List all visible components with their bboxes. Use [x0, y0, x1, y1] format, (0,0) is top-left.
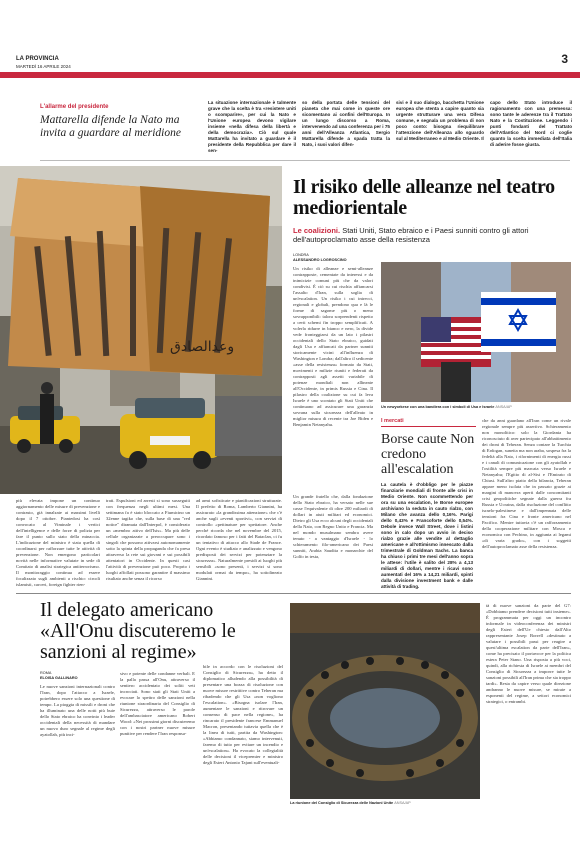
page-number: 3: [561, 52, 568, 66]
masthead: [16, 56, 71, 70]
issue-date: MARTEDÌ 16 APRILE 2024: [16, 64, 71, 69]
markets-rule: [381, 426, 476, 427]
un-photo-caption: [290, 801, 480, 805]
subhead-text: Stati Uniti, Stato ebraico e i Paesi sunniti contro gli attori dell'autoproclamato asse della resistenza: [293, 226, 529, 244]
byline-author: ALESSANDRO LOGROSCINO: [293, 258, 347, 262]
bottom-headline: Il delegato americano «All'Onu discuteremo le sanzioni al regime»: [40, 599, 236, 663]
bottom-byline-city: ROMA: [40, 671, 52, 675]
main-col-b: Un grande fratello che, dalla fondazione dello Stato ebraico, ha versato nelle sue casse l'equivalente di oltre 200 miliardi di dollari in aiuti militari ed economici. Dietro gli Usa ecco alcuni degli occidentali della Nato, con Regno Unito e Francia. Ma nel mondo musulmano sembra avere tenuto - a vantaggio d'Israele - lo schieramento filo-americano dei Paesi sunniti, Arabia Saudita e monarchie del Golfo in testa,: [293, 494, 373, 559]
header-rule: [0, 72, 580, 78]
tehran-street-photo: [0, 166, 282, 494]
un-caption-credit: ANSA/AP: [394, 801, 411, 805]
bottom-col-2: sivo e potente delle condanne verbali. E la palla passa all'Onu, attraverso il sentiero accidentato dei soliti veti incrociati. Sono stati gli Stati Uniti a evocare lo spettro delle sanzioni nella riunione straordinaria del Consiglio di Sicurezza, attraverso le parole dell'ambasciatore americano Robert Wood: «Nei prossimi giorni discuteremo con i nostri partner nuove misure punitive per rendere l'Iran responsa-: [120, 671, 195, 736]
main-subheadline: [293, 226, 571, 244]
right-col: che da anni guardano all'Iran come un rivale regionale sempre più assertivo. Schieramento non monolitico: solo la Giordania ha riconosciuto di aver partecipato all'abbattimento dei droni di Teheran. Senza contare la Turchia di Erdogan, suneita ma non araba, sospesa fra la fedeltà alla Nato, i rifornimenti di energia russi e i canali di comunicazione con gli ayatollah e l'ostilità sempre più marcata verso Israele e Netanyahu; l'Egitto di al-Sisi e l'Emirato di Chiusi. Sull'altro piatto della bilancia, Teheran appare meno isolata che in passato grazie ai margini di manovra aperti dalle concomitanti crisi geopolitiche segnate dalla guerra fra Russia e Ucraina, dalla risoluzione del conflitto israelo-palestinese e dall'impennata delle tensioni fra Cina e fronte americano nel Pacifico. Mentre tuttavia c'è un rafforzamento della cooperazione militare con Mosca e economica con Pechino, in aggiunta ai legami «di varia grado», con i soggetti dell'autoproclamato asse della resistenza.: [482, 418, 571, 549]
byline-city: LONDRA: [293, 253, 309, 257]
top-col-1: La situazione internazionale è talmente grave che la scelta è tra «resistere uniti o scomparire», per cui la Nato e l'Unione europea devono vigilare insieme «nella difesa della libertà e della democrazia». Ciò sul quale Mattarella ha invitato a guardare è il presidente della Repubblica per dare il sen-: [208, 100, 296, 153]
israel-flag: [481, 292, 556, 352]
top-kicker: L'allarme del presidente: [40, 104, 109, 110]
bottom-col-4: tà di nuove sanzioni da parte del G7: «Dobbiamo prendere decisioni tutti insieme». È programmata per oggi un incontro informale in videoconferenza dei ministri degli Esteri dell'Ue chiesto dall'Alto rappresentante Josep Borrell «destinato a valutare i possibili passi per reagire a quest'ultima escalation da parte dell'Iran», come ha precisato il portavoce per la politica estera Peter Stano. Una risposta a più voci, quindi, alla richiesta di Israele ai membri del Consiglio di Sicurezza a imporre tutte le sanzioni possibili all'Iran prima che sia troppo tardi». Resta da capire verso quale direzione andranno le nuove misure, se mirate a esponenti del regime, a settori economici strategici, o entrambi.: [486, 603, 571, 704]
main-headline: Il risiko delle alleanze nel teatro mediorientale: [293, 176, 555, 219]
under-col-2: trati. Espulsioni ed arresti si sono susseguiti con frequenza negli ultimi mesi. Una settimana fa è stato bloccato a Fiumicino un 32enne tagiko che, sulla base di una "red notice" diramata dall'Interpol, è considerato un «membro attivo dell'Isis». Ma più delle cellule organizzate a preoccupare sono i singoli che possono attivarsi autonomamente sotto la spinta della propaganda che fa presa attraverso la rete sui giovani e sui possibili attentatori in Occidente. In questi casi l'attività di prevenzione può poco. Proprio i luoghi affollati possono garantire il massimo risultato anche senza il ricorso: [106, 498, 190, 581]
main-col-a: Un risiko di alleanze e semi-alleanze contrapposte, cementate da interessi e da inimicizie comuni più che da valori condivisi. È ciò su cui rischia affiancarsi l'assalto d'Iran, sulla soglia di un'escalation. Un risiko i cui intrecci, regionali e globali, prendono qua e là le forme di sagome più o meno sovrapponibili: talora sorprendenti rispetto a certi schemi fin troppo semplificati. A volerla ridurre in bianco e nero, la divide vede fronteggiarsi da un lato i pilastri occidentali dello Stato ebraico, guidati dagli Usa e affiancati da partner sunniti storicamente vicini all'influenza di Washington e Londra; dall'altro il sedicente «asse della resistenza» formato da Stati, movimenti e milizie riuniti e federati da contrapposti agli assetti variabile di potenze mondiali non allineate all'Occidente, in primis Russia e Cina. Il pilastro della coalizione su cui fa leva Israele è uno scontato gli Stati Uniti che continuano ad assicurare una garanzia sovrana sulla sicurezza dell'alleato in miglior misura di recente tra Joe Biden e Benjamin Netanyahu.: [293, 266, 373, 427]
subhead-label: Le coalizioni.: [293, 226, 341, 235]
markets-headline: Borse caute Non credono all'escalation: [381, 432, 475, 477]
bottom-col-3: bile in accordo con le risoluzioni del Consiglio di Sicurezza», ha detto il diplomatico alludendo alla possibilità di presentare una bozza di risoluzione con nuove misure restrittive contro Teheran ma ribadendo che gli Usa «non vogliono l'escalation». «Bisogna isolare l'Iran, aumentare le sanzioni e ritrovare un consenso di pace nella regione», ha rincarato il presidente francese Emmanuel Macron, presentando tuttavia quella che è la linea di tutti, partita da Washington: «Abbiamo condannato, siamo intervenuti, faremo di tutto per evitare un incendio e un'escalation». Ha evocato la collegialità delle decisioni il vicepremier e ministro degli Esteri Antonio Tajani sull'eventuali-: [203, 664, 283, 765]
ny-caption-text: Un newyorkese con una bandiera con i simboli di Usa e Israele: [381, 405, 495, 409]
newspaper-name: LA PROVINCIA: [16, 56, 59, 62]
us-flag: [421, 317, 491, 367]
main-col-a-cont: [293, 406, 373, 494]
top-headline: Mattarella difende la Nato ma invita a guardare al meridione: [40, 114, 181, 139]
under-col-3: ad armi sofisticate e pianificazioni strutturate. Il prefetto di Roma, Lamberto Giannini, ha assicurato «la grandissima attenzione» che c'è anche sugli «eventi sportivi», con servizi di controllo «pettinature per spettatore. Anche perché ricorda che nel novembre del 2015, ricordato famoso per i fatti del Bataclan, ci fu un tentativo di attacco allo Stade de France. Ogni evento è studiato e analizzato e vengono predisposti dei servizi per potenziare la sicurezza». Naturalmente presidi ai luoghi più sensibili «sono presenti, i servizi si sono modulati ormai da tempo», ha sottolineato Giannini.: [196, 498, 282, 581]
ny-photo-caption: [381, 405, 571, 409]
divider: [40, 160, 570, 161]
un-council-photo: [290, 603, 480, 799]
bottom-col-1: Le nuove sanzioni internazionali contro l'Iran, dopo l'attacco a Israele, potrebbero essere solo una questione di tempo. La pioggia di missili e droni che ha illuminato una delle notti più buie dello Stato ebraico ha convinto i leader occidentali della necessità di mandare un nuovo duro segnale al regime degli ayatollah, più inci-: [40, 684, 115, 737]
under-col-1: più elevata impone un continuo aggiornamento delle misure di prevenzione e contrasto, già innalzate ai massimi livelli dopo il 7 ottobre. Piantedosi ha così convocato al Viminale i vertici dell'intelligence e delle forze di polizia per fare il punto sullo stato della minaccia. L'indicazione del ministro è stata quella di coordinarsi per rafforzare tutte le attività di prevenzione. Non emergono particolari novità nelle informative valutate in sede di Comitato di analisi strategica antiterrorismo. Il monitoraggio continua ad essere focalizzato sugli ambienti a rischio: circoli islamisti, carceri, foreign fighter rien-: [16, 498, 100, 587]
top-col-3: sivi e il suo dialogo, bacchetta l'Unione europea che stenta a capire quanto sia urgente strutturare una vera Difesa comune, e segnala un problema di non poco conto: bisogna riequilibrare l'attenzione dell'Alleanza allo sguardo sul al Mediterraneo e al Medio Oriente. Il: [396, 100, 484, 141]
bottom-byline-author: ELOISA GALLINARO: [40, 676, 78, 680]
section-divider: [16, 593, 571, 594]
markets-text: La cautela è d'obbligo per le piazze finanziarie mondiali di fronte alle crisi in Medio Oriente. Non scommettendo per ora su una escalation, le Borse europee archiviano la seduta in cauto rialzo, con Milano che avanza dello 0,16%. Parigi dello 0,43% e Francoforte dello 0,54%. Debole invece Wall Street, dove i listini sono in calo dopo un avvio in deciso rialzo grazie alle vendite al dettaglio americane e all'ottimismo innescato dalla trimestrale di Goldman Sachs. La banca ha chiuso i primi tre mesi dell'anno sopra le attese: l'utile è salito del 28% a 4,13 miliardi di dollari, mentre i ricavi sono aumentati del 16% a 14,21 miliardi, spinti dalla divisione investment bank e dalle attività di trading.: [381, 482, 473, 589]
bottom-byline: [40, 671, 120, 681]
main-byline: [293, 253, 373, 263]
billboard-text: وعدالصادق: [170, 339, 235, 355]
un-caption-text: La riunione del Consiglio di Sicurezza delle Nazioni Unite: [290, 801, 394, 805]
ny-caption-credit: ANSA/AP: [495, 405, 512, 409]
top-col-2: so della portata delle tensioni del pianeta che mai come in queste ore sicomentano ai confini dell'Europa. In un lungo discorso a Roma, intervenendo ad una conferenza per i 75 anni dell'Alleanza Atlantica, Sergio Mattarella difende a spada tratta la Nato, i suoi valori difen-: [302, 100, 390, 147]
newyork-flag-photo: [381, 262, 571, 402]
top-col-4: capo dello Stato introduce il ragionamento con una premessa: sono tante le aderenze tra il Trattato Nato e la Costituzione. Leggendo i punti fondanti del Trattato dell'Atlantico del Nord ci coglie quanto la scelta immediata dell'Italia di aderire fosse giusta.: [490, 100, 572, 147]
markets-label: I mercati: [381, 418, 404, 424]
